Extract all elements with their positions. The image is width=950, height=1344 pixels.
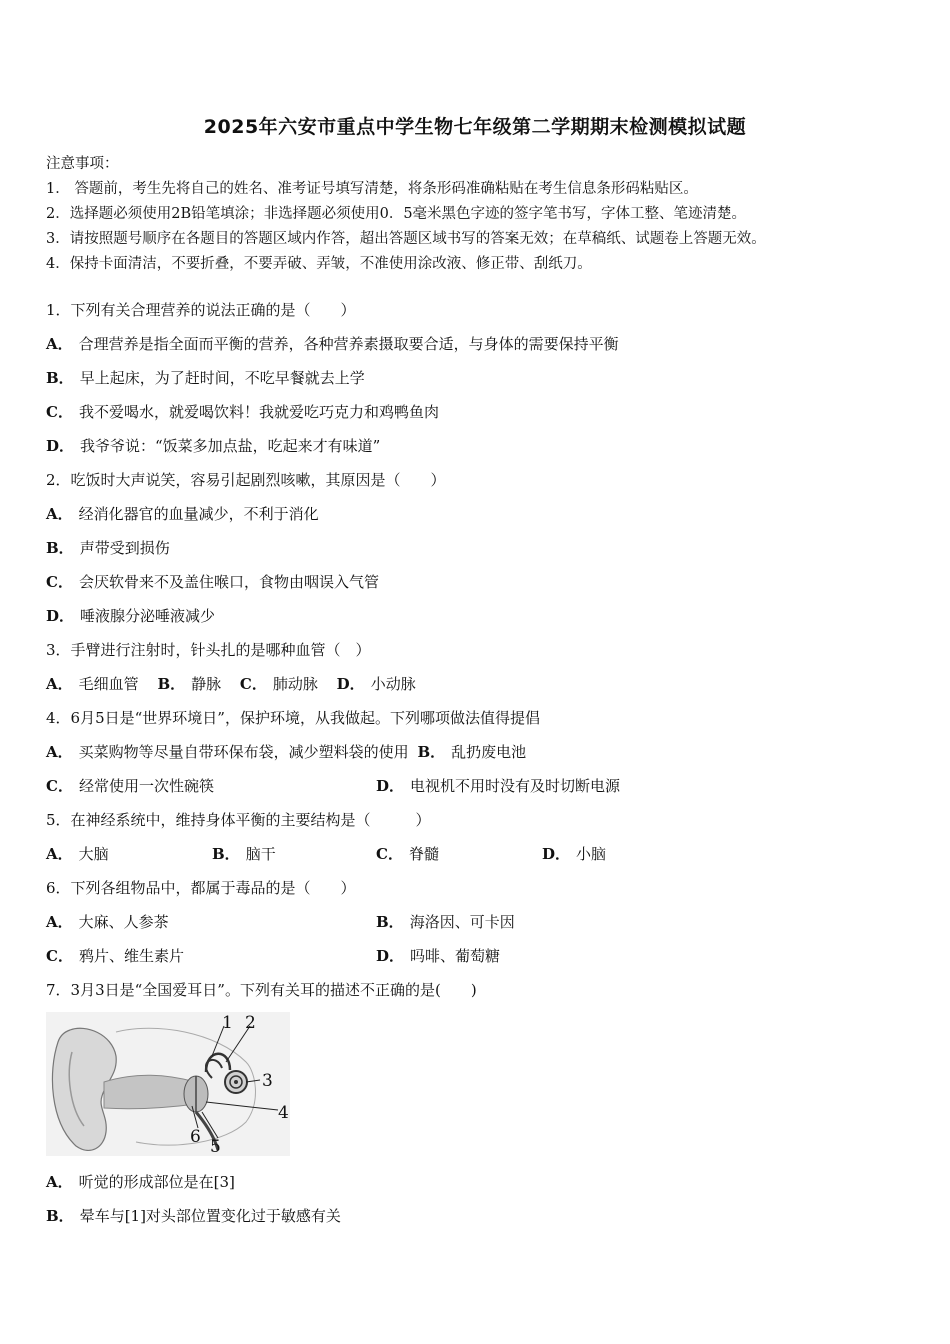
question-2-option-d: D． 唾液腺分泌唾液减少: [46, 607, 216, 625]
page-title: 2025年六安市重点中学生物七年级第二学期期末检测模拟试题: [203, 116, 747, 138]
question-5-option-a: A． 大脑: [46, 845, 109, 863]
notice-item: 1． 答题前，考生先将自己的姓名、准考证号填写清楚，将条形码准确粘贴在考生信息条形码粘贴区。: [46, 181, 698, 197]
question-2-option-a: A． 经消化器官的血量减少，不利于消化: [46, 505, 319, 523]
question-5-option-c: C． 脊髓: [376, 845, 439, 863]
figure-label-2: 2: [245, 1013, 256, 1033]
notice-item: 3．请按照题号顺序在各题目的答题区域内作答，超出答题区域书写的答案无效；在草稿纸、试题卷上答题无效。: [46, 231, 766, 247]
question-6-option-b: B． 海洛因、可卡因: [376, 913, 515, 931]
question-1-stem: 1．下列有关合理营养的说法正确的是（ ）: [46, 301, 356, 319]
notice-heading: 注意事项：: [46, 156, 119, 172]
notice-section: [46, 152, 926, 277]
notice-item: 4．保持卡面清洁，不要折叠，不要弄破、弄皱，不准使用涂改液、修正带、刮纸刀。: [46, 256, 592, 272]
figure-label-1: 1: [222, 1013, 233, 1033]
question-7-option-b: B． 晕车与[1]对头部位置变化过于敏感有关: [46, 1207, 341, 1225]
figure-label-6: 6: [190, 1127, 201, 1147]
notice-item: 2．选择题必须使用2B铅笔填涂；非选择题必须使用0．5毫米黑色字迹的签字笔书写，字体工整、笔迹清楚。: [46, 206, 747, 222]
question-7-option-a: A． 听觉的形成部位是在[3]: [46, 1173, 235, 1191]
question-4-option-c: C． 经常使用一次性碗筷: [46, 777, 214, 795]
question-6-option-c: C． 鸦片、维生素片: [46, 947, 184, 965]
question-6-option-d: D． 吗啡、葡萄糖: [376, 947, 501, 965]
question-7-stem: 7．3月3日是“全国爱耳日”。下列有关耳的描述不正确的是( ): [46, 981, 477, 999]
question-4-option-d: D． 电视机不用时没有及时切断电源: [376, 777, 621, 795]
question-3-stem: 3．手臂进行注射时，针头扎的是哪种血管（ ）: [46, 641, 371, 659]
question-5-stem: 5．在神经系统中，维持身体平衡的主要结构是（ ）: [46, 811, 431, 829]
question-1-option-a: A． 合理营养是指全面而平衡的营养，各种营养素摄取要合适，与身体的需要保持平衡: [46, 335, 619, 353]
question-2-stem: 2．吃饭时大声说笑，容易引起剧烈咳嗽，其原因是（ ）: [46, 471, 446, 489]
question-1-option-d: D． 我爷爷说：“饭菜多加点盐，吃起来才有味道”: [46, 437, 381, 455]
question-3-options: A． 毛细血管 B． 静脉 C． 肺动脉 D． 小动脉: [46, 675, 416, 693]
question-6-option-a: A． 大麻、人参茶: [46, 913, 169, 931]
figure-label-4: 4: [278, 1103, 289, 1123]
question-2-option-b: B． 声带受到损伤: [46, 539, 170, 557]
question-6-stem: 6．下列各组物品中，都属于毒品的是（ ）: [46, 879, 356, 897]
question-4-option-a-b: A． 买菜购物等尽量自带环保布袋，减少塑料袋的使用 B． 乱扔废电池: [46, 743, 527, 761]
cochlea-center: [234, 1080, 238, 1084]
question-2-option-c: C． 会厌软骨来不及盖住喉口，食物由咽误入气管: [46, 573, 379, 591]
figure-label-5: 5: [210, 1137, 221, 1156]
question-1-option-b: B． 早上起床，为了赶时间，不吃早餐就去上学: [46, 369, 365, 387]
ear-anatomy-figure: [46, 1012, 290, 1156]
question-4-stem: 4．6月5日是“世界环境日”，保护环境，从我做起。下列哪项做法值得提倡: [46, 709, 540, 727]
ear-canal-shape: [104, 1075, 196, 1109]
question-1-option-c: C． 我不爱喝水，就爱喝饮料！我就爱吃巧克力和鸡鸭鱼肉: [46, 403, 439, 421]
figure-label-3: 3: [262, 1071, 273, 1091]
question-5-option-d: D． 小脑: [542, 845, 607, 863]
question-5-option-b: B． 脑干: [212, 845, 276, 863]
